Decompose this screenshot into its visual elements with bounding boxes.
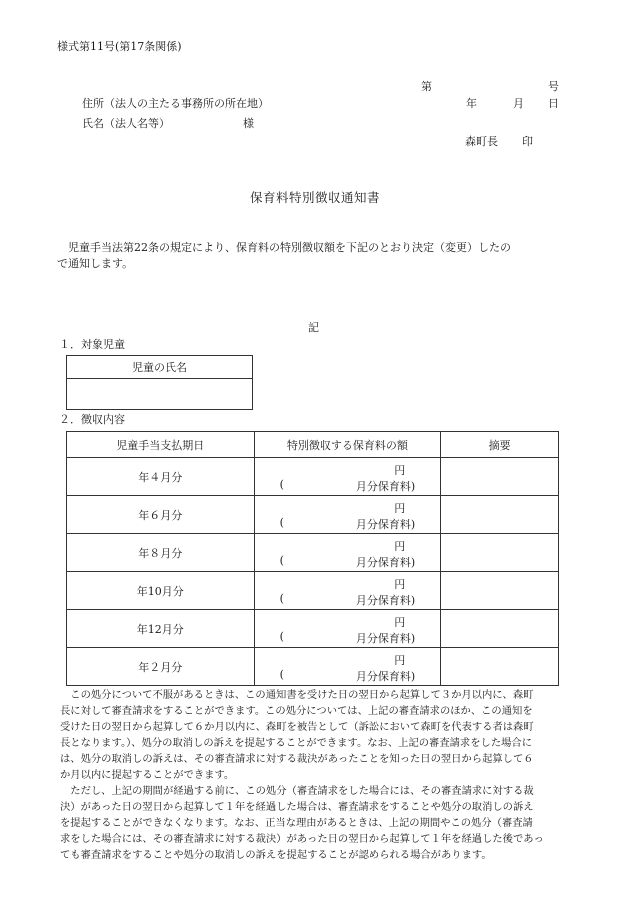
payment-period: 年４月分 xyxy=(138,470,183,484)
payment-period: 年６月分 xyxy=(138,508,183,522)
number-suffix: 号 xyxy=(548,80,559,93)
yen-unit: 円 xyxy=(394,616,406,629)
payment-period-cell xyxy=(67,534,255,572)
yen-unit: 円 xyxy=(394,578,406,591)
notice-line: 決）があった日の翌日から起算して１年を経過した場合は、審査請求をすることや処分の取消しの訴え xyxy=(60,801,534,813)
yen-unit: 円 xyxy=(394,654,406,667)
open-paren: ( xyxy=(279,478,284,491)
intro-line-2: で通知します。 xyxy=(57,257,134,270)
intro-paragraph xyxy=(57,240,511,272)
notice-line: 受けた日の翌日から起算して６か月以内に、森町を被告として（訴訟において森町を代表する者は森町 xyxy=(60,721,534,733)
open-paren: ( xyxy=(279,554,284,567)
address-label: 住所（法人の主たる事務所の所在地） xyxy=(82,97,269,110)
notice-line: は、処分の取消しの訴えは、その審査請求に対する裁決があったことを知った日の翌日から起算して６ xyxy=(60,753,534,765)
remarks-cell xyxy=(441,496,559,534)
column-header-remarks: 摘要 xyxy=(441,432,559,458)
child-name-header: 児童の氏名 xyxy=(67,356,253,379)
payment-period-cell xyxy=(67,610,255,648)
amount-cell xyxy=(254,458,441,496)
remarks-cell xyxy=(441,648,559,686)
date-month: 月 xyxy=(513,97,524,110)
table-row xyxy=(67,610,559,648)
column-header-amount: 特別徴収する保育料の額 xyxy=(254,432,441,458)
notice-line: ただし、上記の期間が経過する前に、この処分（審査請求をした場合には、その審査請求に対する裁 xyxy=(60,785,534,797)
remarks-cell xyxy=(441,534,559,572)
document-title: 保育料特別徴収通知書 xyxy=(249,190,380,205)
month-fee-label: 月分保育料) xyxy=(355,670,416,683)
table-row xyxy=(67,458,559,496)
child-name-cell xyxy=(67,379,253,410)
date-day: 日 xyxy=(548,97,559,110)
appeal-notice xyxy=(60,687,575,863)
open-paren: ( xyxy=(279,592,284,605)
amount-cell xyxy=(254,496,441,534)
form-number: 様式第11号(第17条関係) xyxy=(57,40,182,53)
child-table xyxy=(66,355,253,410)
notice-line: か月以内に提起することができます。 xyxy=(60,769,235,781)
payment-period-cell xyxy=(67,648,255,686)
payment-period: 年２月分 xyxy=(138,660,183,674)
month-fee-label: 月分保育料) xyxy=(355,480,416,493)
notice-line: 長に対して審査請求をすることができます。この処分については、上記の審査請求のほか、この通知を xyxy=(60,705,533,717)
open-paren: ( xyxy=(279,668,284,681)
amount-cell xyxy=(254,534,441,572)
notice-line: 長となります。）、処分の取消しの訴えを提起することができます。なお、上記の審査請求をした場合に xyxy=(60,737,533,749)
month-fee-label: 月分保育料) xyxy=(355,518,416,531)
remarks-cell xyxy=(441,458,559,496)
table-row xyxy=(67,496,559,534)
month-fee-label: 月分保育料) xyxy=(355,594,416,607)
month-fee-label: 月分保育料) xyxy=(355,556,416,569)
notice-line: ても審査請求をすることや処分の取消しの訴えを提起することが認められる場合があります。 xyxy=(60,849,492,861)
yen-unit: 円 xyxy=(394,540,406,553)
yen-unit: 円 xyxy=(394,464,406,477)
payment-period: 年８月分 xyxy=(138,546,183,560)
table-row xyxy=(67,572,559,610)
date-year: 年 xyxy=(466,97,477,110)
intro-line-1: 児童手当法第22条の規定により、保育料の特別徴収額を下記のとおり決定（変更）したの xyxy=(68,241,511,254)
notice-line: 求をした場合には、その審査請求に対する裁決）があった日の翌日から起算して１年を経過した後であっ xyxy=(60,833,544,845)
section2-heading: ２．徴収内容 xyxy=(59,413,125,426)
honorific: 様 xyxy=(243,117,254,130)
table-row xyxy=(67,534,559,572)
notice-line: を提起することができなくなります。なお、正当な理由があるときは、上記の期間やこの処分（審査請 xyxy=(60,817,533,829)
remarks-cell xyxy=(441,572,559,610)
open-paren: ( xyxy=(279,516,284,529)
yen-unit: 円 xyxy=(394,502,406,515)
number-prefix: 第 xyxy=(421,80,432,93)
ki-label: 記 xyxy=(308,321,319,334)
table-row xyxy=(67,648,559,686)
amount-cell xyxy=(254,610,441,648)
amount-cell xyxy=(254,572,441,610)
payment-period-cell xyxy=(67,572,255,610)
name-label: 氏名（法人名等） xyxy=(82,117,170,130)
payment-period: 年10月分 xyxy=(136,584,184,598)
payment-period: 年12月分 xyxy=(136,622,184,636)
issuer: 森町長 xyxy=(465,135,498,148)
column-header-payment-date: 児童手当支払期日 xyxy=(67,432,255,458)
open-paren: ( xyxy=(279,630,284,643)
amount-cell xyxy=(254,648,441,686)
section1-heading: １．対象児童 xyxy=(59,338,125,351)
seal: 印 xyxy=(522,135,533,148)
payment-period-cell xyxy=(67,458,255,496)
collection-table xyxy=(66,431,559,686)
payment-period-cell xyxy=(67,496,255,534)
month-fee-label: 月分保育料) xyxy=(355,632,416,645)
remarks-cell xyxy=(441,610,559,648)
notice-line: この処分について不服があるときは、この通知書を受けた日の翌日から起算して３か月以内に、森町 xyxy=(60,689,534,701)
